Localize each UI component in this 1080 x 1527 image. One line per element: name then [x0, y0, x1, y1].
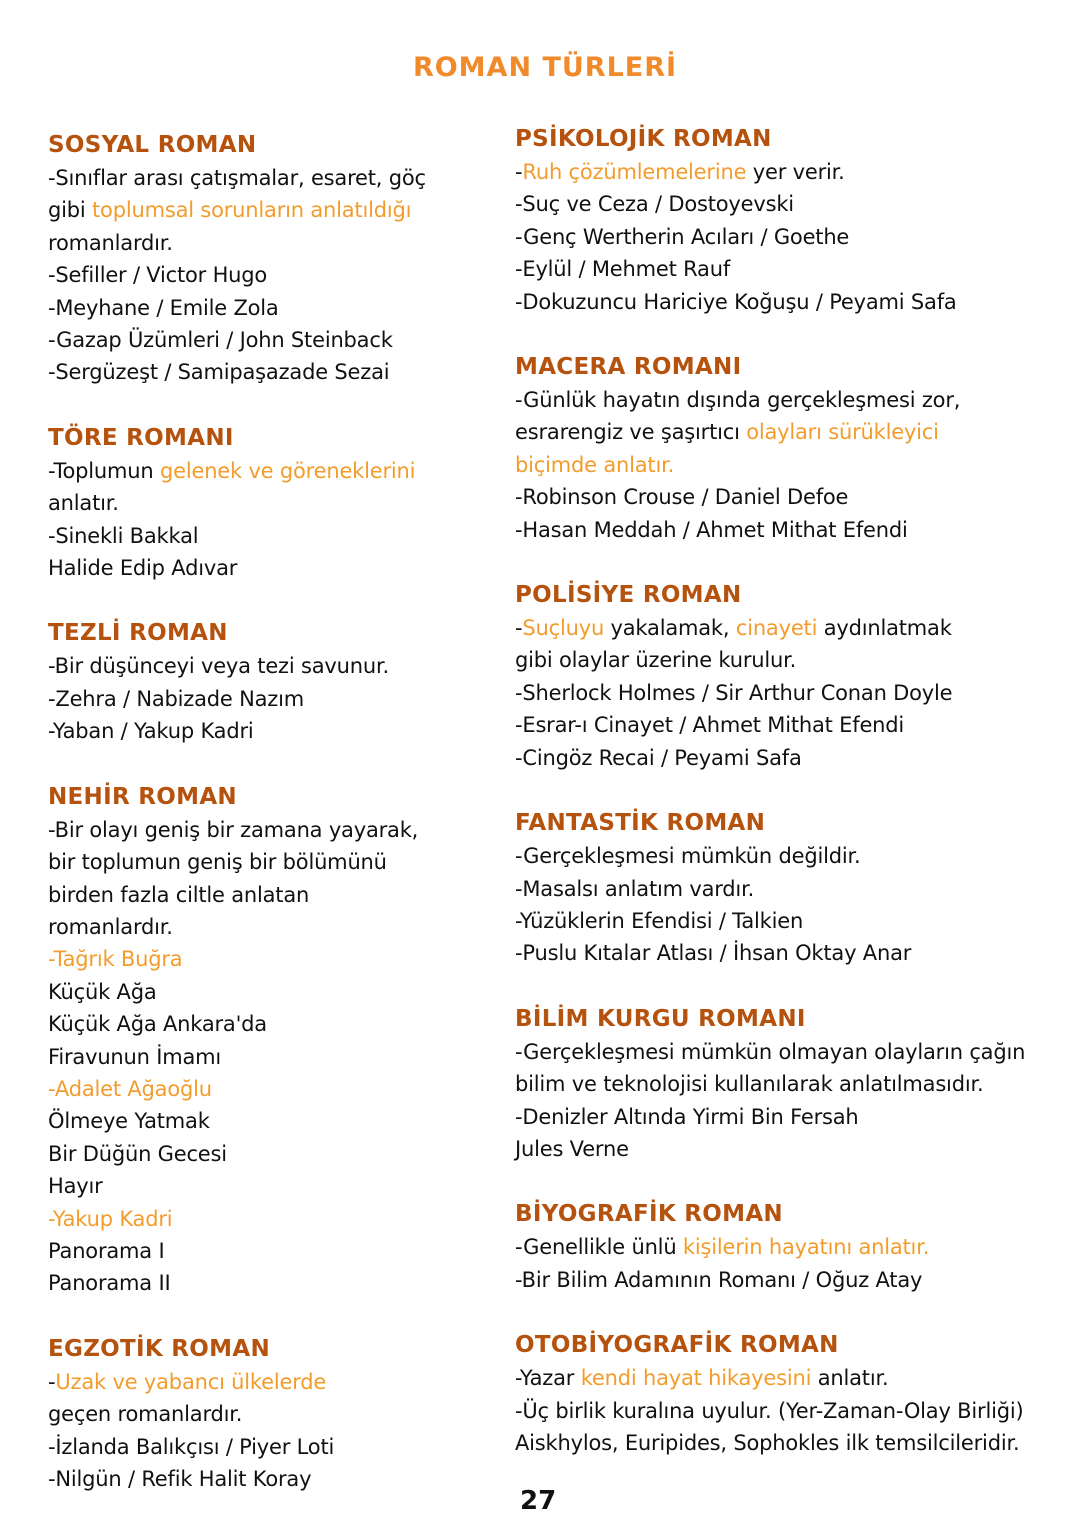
text-line	[48, 455, 498, 487]
body-text: -Nilgün / Refik Halit Koray	[48, 1467, 312, 1491]
text-line	[515, 1395, 1075, 1427]
body-text: -Üç birlik kuralına uyulur. (Yer-Zaman-Olay Birliği)	[515, 1398, 1024, 1423]
text-line	[515, 514, 1075, 546]
body-text: Halide Edip Adıvar	[48, 556, 238, 581]
body-text: Ölmeye Yatmak	[48, 1109, 210, 1134]
section-heading: EGZOTİK ROMAN	[48, 1335, 270, 1362]
body-text: -Hasan Meddah / Ahmet Mithat Efendi	[515, 517, 908, 542]
body-text: -Sefiller / Victor Hugo	[48, 263, 268, 288]
body-text: -Bir Bilim Adamının Romanı / Oğuz Atay	[515, 1267, 923, 1292]
body-text: -Genç Wertherin Acıları / Goethe	[515, 224, 850, 249]
body-text: -Günlük hayatın dışında gerçekleşmesi zor,	[515, 388, 961, 413]
body-text: -Yazar	[515, 1366, 581, 1391]
text-line	[515, 644, 1075, 676]
text-line	[515, 384, 1075, 416]
text-line	[48, 1267, 498, 1299]
body-text: -Cingöz Recai / Peyami Safa	[515, 745, 802, 770]
highlighted-text: kişilerin hayatını anlatır.	[682, 1235, 930, 1260]
highlighted-text: toplumsal sorunların anlatıldığı	[92, 198, 412, 223]
text-line	[48, 552, 498, 584]
text-line	[515, 677, 1075, 709]
text-line	[515, 1068, 1075, 1100]
text-line	[48, 1366, 498, 1398]
body-text: Firavunun İmamı	[48, 1044, 222, 1069]
body-text: -Sergüzeşt / Samipaşazade Sezai	[48, 360, 390, 385]
body-text: gibi	[48, 198, 93, 223]
section-sosyal-roman	[48, 128, 498, 389]
page-number: 27	[520, 1486, 557, 1516]
right-column	[515, 122, 1075, 1491]
body-text: -Puslu Kıtalar Atlası / İhsan Oktay Anar	[515, 941, 912, 966]
body-text: -Yaban / Yakup Kadri	[48, 719, 254, 744]
body-text: -İzlanda Balıkçısı / Piyer Loti	[48, 1434, 335, 1459]
text-line	[48, 1041, 498, 1073]
text-line	[48, 194, 498, 226]
body-text: geçen romanlardır.	[48, 1402, 243, 1427]
body-text: aydınlatmak	[817, 616, 952, 641]
body-text: -Robinson Crouse / Daniel Defoe	[515, 485, 849, 510]
body-text: -Zehra / Nabizade Nazım	[48, 686, 304, 711]
body-text: -	[515, 616, 523, 641]
text-line	[48, 487, 498, 519]
body-text: -Gerçekleşmesi mümkün değildir.	[515, 844, 861, 869]
text-line	[515, 612, 1075, 644]
text-line	[515, 1101, 1075, 1133]
body-text: yakalamak,	[604, 616, 736, 641]
section-heading: OTOBİYOGRAFİK ROMAN	[515, 1332, 839, 1359]
body-text: -Sherlock Holmes / Sir Arthur Conan Doyle	[515, 680, 953, 705]
body-text: -Denizler Altında Yirmi Bin Fersah	[515, 1104, 859, 1129]
text-line	[515, 156, 1075, 188]
body-text: -Gazap Üzümleri / John Steinback	[48, 328, 393, 353]
section-heading: FANTASTİK ROMAN	[515, 810, 766, 837]
highlighted-text: Suçluyu	[522, 616, 605, 641]
text-line	[48, 1463, 498, 1495]
text-line	[48, 356, 498, 388]
text-line	[515, 840, 1075, 872]
left-column	[48, 128, 498, 1527]
body-text: Aiskhylos, Euripides, Sophokles ilk temsilcileridir.	[515, 1430, 1020, 1455]
text-line	[48, 1073, 498, 1105]
text-line	[48, 943, 498, 975]
section-heading: BİYOGRAFİK ROMAN	[515, 1201, 783, 1228]
text-line	[515, 449, 1075, 481]
highlighted-text: biçimde anlatır.	[515, 452, 675, 477]
text-line	[48, 846, 498, 878]
body-text: romanlardır.	[48, 914, 173, 939]
body-text: -Toplumun	[48, 458, 160, 483]
text-line	[48, 976, 498, 1008]
body-text: -Yüzüklerin Efendisi / Talkien	[515, 908, 804, 933]
body-text: Küçük Ağa Ankara'da	[48, 1012, 267, 1037]
section-psi̇koloji̇k-roman	[515, 122, 1075, 318]
body-text: bilim ve teknolojisi kullanılarak anlatılmasıdır.	[515, 1072, 984, 1097]
highlighted-text: kendi hayat hikayesini	[580, 1366, 812, 1391]
body-text: -Esrar-ı Cinayet / Ahmet Mithat Efendi	[515, 713, 905, 738]
text-line	[515, 742, 1075, 774]
body-text: -Bir olayı geniş bir zamana yayarak,	[48, 817, 419, 842]
section-bi̇li̇m-kurgu-romani	[515, 1002, 1075, 1166]
body-text: -Eylül / Mehmet Rauf	[515, 257, 731, 282]
text-line	[515, 905, 1075, 937]
text-line	[48, 1431, 498, 1463]
text-line	[48, 1398, 498, 1430]
page-title: ROMAN TÜRLERİ	[412, 52, 678, 83]
text-line	[515, 481, 1075, 513]
text-line	[48, 292, 498, 324]
section-fantasti̇k-roman	[515, 806, 1075, 970]
highlighted-text: olayları sürükleyici	[746, 420, 939, 445]
text-line	[48, 259, 498, 291]
section-heading: MACERA ROMANI	[515, 354, 742, 381]
text-line	[48, 879, 498, 911]
section-heading: POLİSİYE ROMAN	[515, 582, 742, 609]
text-line	[515, 253, 1075, 285]
body-text: -Bir düşünceyi veya tezi savunur.	[48, 654, 389, 679]
section-poli̇si̇ye-roman	[515, 578, 1075, 774]
section-macera-romani	[515, 350, 1075, 546]
text-line	[48, 1235, 498, 1267]
text-line	[515, 221, 1075, 253]
body-text: -Sinekli Bakkal	[48, 523, 199, 548]
section-bi̇yografi̇k-roman	[515, 1197, 1075, 1296]
highlighted-text: -Yakup Kadri	[48, 1206, 173, 1231]
text-line	[515, 873, 1075, 905]
highlighted-text: cinayeti	[735, 616, 818, 641]
text-line	[515, 1133, 1075, 1165]
text-line	[48, 683, 498, 715]
body-text: -Dokuzuncu Hariciye Koğuşu / Peyami Safa	[515, 289, 957, 314]
text-line	[48, 520, 498, 552]
body-text: birden fazla ciltle anlatan	[48, 882, 310, 907]
highlighted-text: Ruh çözümlemelerine	[522, 160, 747, 184]
highlighted-text: Uzak ve yabancı ülkelerde	[55, 1369, 327, 1394]
text-line	[48, 650, 498, 682]
text-line	[48, 162, 498, 194]
body-text: esrarengiz ve şaşırtıcı	[515, 420, 747, 445]
text-line	[515, 286, 1075, 318]
text-line	[48, 911, 498, 943]
text-line	[515, 1231, 1075, 1263]
body-text: -Suç ve Ceza / Dostoyevski	[515, 192, 794, 217]
text-line	[515, 1362, 1075, 1394]
text-line	[48, 324, 498, 356]
body-text: yer verir.	[746, 160, 845, 184]
text-line	[48, 227, 498, 259]
section-egzoti̇k-roman	[48, 1332, 498, 1496]
section-otobi̇yografi̇k-roman	[515, 1328, 1075, 1459]
section-nehi̇r-roman	[48, 780, 498, 1300]
section-heading: TEZLİ ROMAN	[48, 620, 228, 647]
section-heading: BİLİM KURGU ROMANI	[515, 1005, 806, 1032]
body-text: -	[515, 160, 523, 184]
body-text: gibi olaylar üzerine kurulur.	[515, 648, 797, 673]
text-line	[515, 1036, 1075, 1068]
text-line	[515, 1264, 1075, 1296]
body-text: -	[48, 1369, 56, 1394]
body-text: -Genellikle ünlü	[515, 1235, 683, 1260]
body-text: anlatır.	[811, 1366, 889, 1391]
text-line	[515, 188, 1075, 220]
section-heading: SOSYAL ROMAN	[48, 132, 257, 158]
highlighted-text: -Tağrık Buğra	[48, 947, 183, 972]
text-line	[515, 1427, 1075, 1459]
text-line	[515, 937, 1075, 969]
text-line	[48, 1138, 498, 1170]
body-text: -Gerçekleşmesi mümkün olmayan olayların çağın	[515, 1039, 1026, 1064]
body-text: Küçük Ağa	[48, 979, 157, 1004]
body-text: bir toplumun geniş bir bölümünü	[48, 850, 387, 875]
body-text: Panorama I	[48, 1238, 165, 1263]
highlighted-text: gelenek ve göreneklerini	[159, 458, 416, 483]
section-heading: TÖRE ROMANI	[48, 424, 234, 451]
body-text: -Sınıflar arası çatışmalar, esaret, göç	[48, 166, 426, 190]
body-text: Hayır	[48, 1174, 103, 1199]
highlighted-text: -Adalet Ağaoğlu	[48, 1076, 212, 1101]
body-text: -Masalsı anlatım vardır.	[515, 876, 755, 901]
text-line	[48, 1170, 498, 1202]
text-line	[515, 709, 1075, 741]
body-text: Panorama II	[48, 1271, 171, 1296]
text-line	[48, 1203, 498, 1235]
text-line	[48, 814, 498, 846]
section-tezli̇-roman	[48, 616, 498, 747]
section-heading: PSİKOLOJİK ROMAN	[515, 126, 772, 152]
body-text: anlatır.	[48, 491, 119, 516]
section-heading: NEHİR ROMAN	[48, 783, 237, 810]
body-text: romanlardır.	[48, 230, 173, 255]
text-line	[515, 416, 1075, 448]
body-text: -Meyhane / Emile Zola	[48, 295, 279, 320]
text-line	[48, 1105, 498, 1137]
section-töre-romani	[48, 421, 498, 585]
body-text: Jules Verne	[515, 1136, 629, 1161]
text-line	[48, 715, 498, 747]
text-line	[48, 1008, 498, 1040]
body-text: Bir Düğün Gecesi	[48, 1141, 227, 1166]
